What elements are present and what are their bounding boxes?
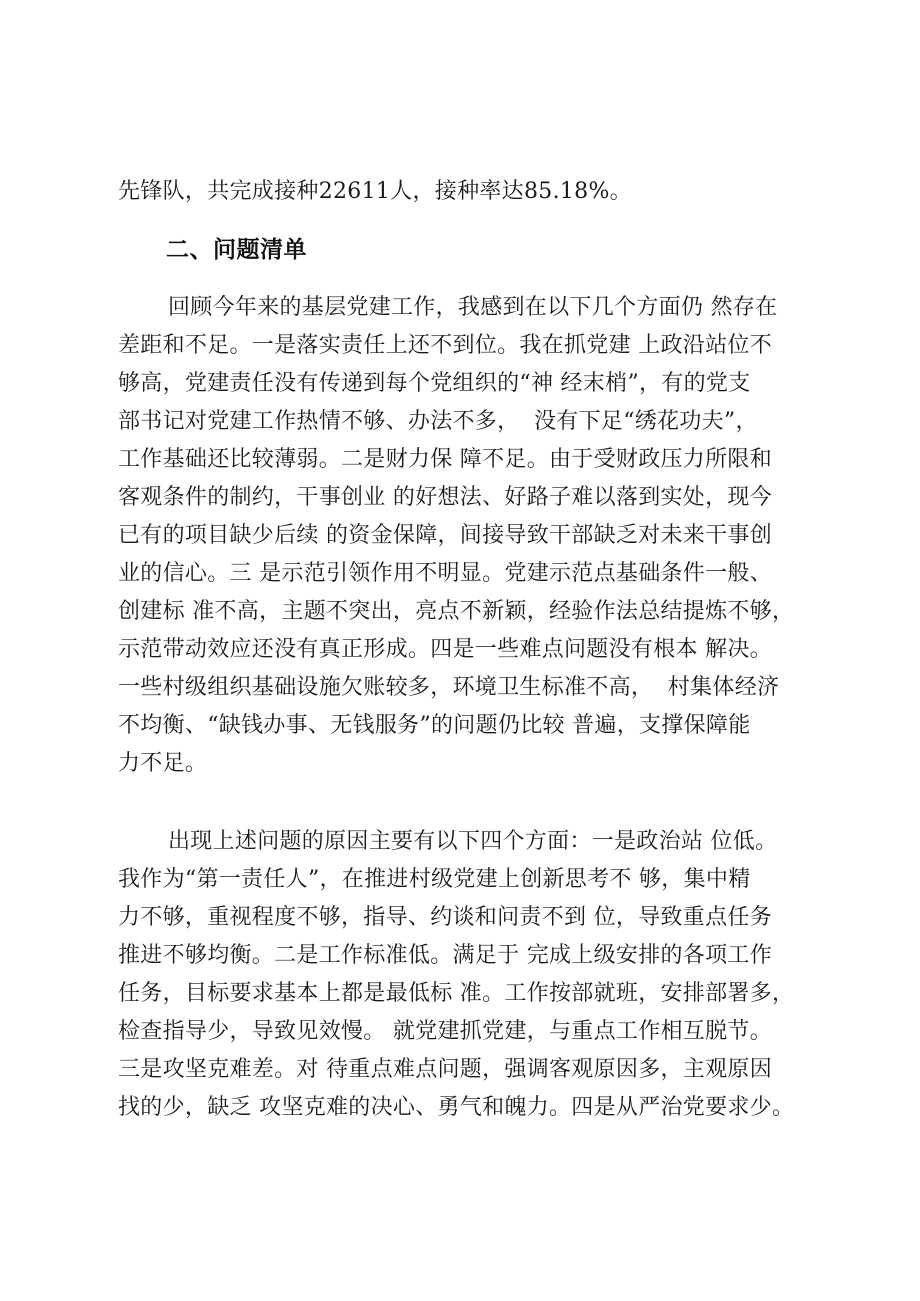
paragraph-line: 创建标 准不高，主题不突出，亮点不新颖，经验作法总结提炼不够， xyxy=(118,599,795,624)
paragraph-line: 已有的项目缺少后续 的资金保障，间接导致干部缺乏对未来干事创 xyxy=(118,523,772,548)
paragraph-line: 客观条件的制约，干事创业 的好想法、好路子难以落到实处，现今 xyxy=(118,485,772,510)
paragraph-line: 够高，党建责任没有传递到每个党组织的“神 经末梢”，有的党支 xyxy=(118,371,751,396)
section-heading: 二、问题清单 xyxy=(166,237,307,263)
paragraph-line: 部书记对党建工作热情不够、办法不多， 没有下足“绣花功夫”， xyxy=(118,409,758,434)
paragraph-line: 出现上述问题的原因主要有以下四个方面：一是政治站 位低。 xyxy=(168,829,778,854)
paragraph-line: 力不够，重视程度不够，指导、约谈和问责不到 位，导致重点任务 xyxy=(118,905,772,930)
paragraph-line: 力不足。 xyxy=(118,751,208,776)
paragraph-line: 一些村级组织基础设施欠账较多，环境卫生标准不高， 村集体经济 xyxy=(118,675,780,700)
paragraph-line: 工作基础还比较薄弱。二是财力保 障不足。由于受财政压力所限和 xyxy=(118,447,772,472)
paragraph-line: 找的少，缺乏 攻坚克难的决心、勇气和魄力。四是从严治党要求少。 xyxy=(118,1095,795,1120)
paragraph-line: 不均衡、“缺钱办事、无钱服务”的问题仍比较 普遍，支撑保障能 xyxy=(118,713,751,738)
paragraph-line: 我作为“第一责任人”，在推进村级党建上创新思考不 够，集中精 xyxy=(118,867,751,892)
paragraph-line: 推进不够均衡。二是工作标准低。满足于 完成上级安排的各项工作 xyxy=(118,943,772,968)
continuation-line: 先锋队，共完成接种22611人，接种率达85.18%。 xyxy=(118,179,632,204)
paragraph-line: 回顾今年来的基层党建工作，我感到在以下几个方面仍 然存在 xyxy=(168,295,778,320)
paragraph-line: 检查指导少，导致见效慢。 就党建抓党建，与重点工作相互脱节。 xyxy=(118,1019,772,1044)
paragraph-line: 差距和不足。一是落实责任上还不到位。我在抓党建 上政沿站位不 xyxy=(118,333,772,358)
paragraph-line: 业的信心。三 是示范引领作用不明显。党建示范点基础条件一般、 xyxy=(118,561,772,586)
paragraph-line: 任务，目标要求基本上都是最低标 准。工作按部就班，安排部署多， xyxy=(118,981,795,1006)
paragraph-line: 示范带动效应还没有真正形成。四是一些难点问题没有根本 解决。 xyxy=(118,637,772,662)
paragraph-line: 三是攻坚克难差。对 待重点难点问题，强调客观原因多，主观原因 xyxy=(118,1057,772,1082)
